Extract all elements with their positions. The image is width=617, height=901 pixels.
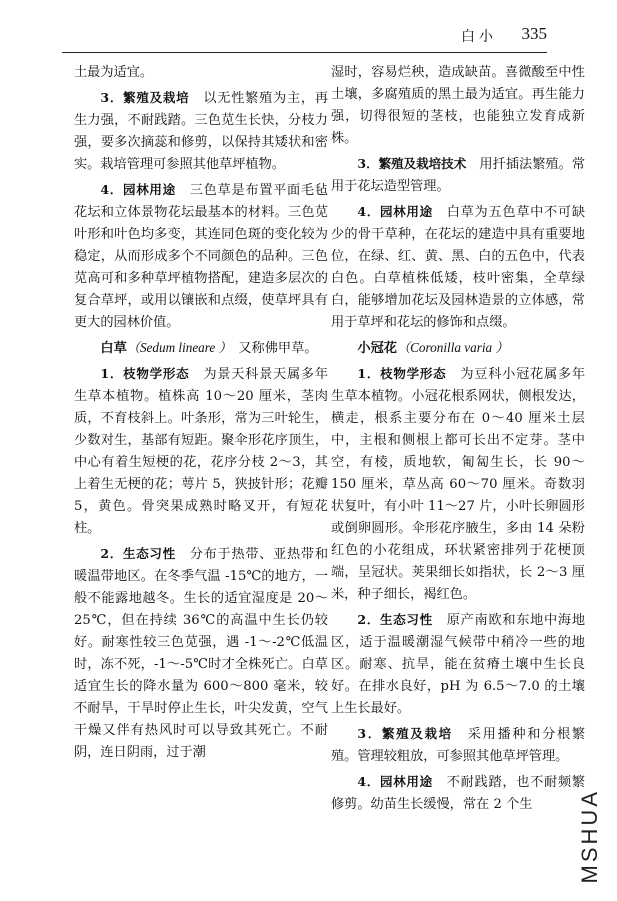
paragraph: 4．园林用途 不耐践踏，也不耐频繁修剪。幼苗生长缓慢，常在 2 个生 (331, 774, 586, 812)
entry-latin-name: （Coronilla varia ） (396, 340, 509, 355)
subheading: 3．繁殖及栽培 (357, 726, 453, 741)
entry-heading (331, 337, 585, 360)
subheading: 3．繁殖及栽培技术 (357, 156, 467, 171)
left-column (74, 62, 328, 767)
entry-name: 白草 (100, 341, 127, 356)
paragraph: 1．枝物学形态 为豆科小冠花属多年生草本植物。小冠花根系网状，侧根发达，横走，根系主要分布在 0～40 厘米土层中，主根和侧根上都可长出不定芽。茎中空，有棱，质地软，匍匐生长，长 90～150 厘米，草丛高 60～70 厘米。奇数羽状复叶，有小叶 11～27 片，小叶长卵圆形或倒卵圆形。伞形花序腋生，多由 14 朵粉红色的小花组成，环状紧密排列于花梗顶端，呈冠状。荚果细长如指状，长 2～3 厘米，种子细长，褐红色。 (331, 366, 586, 602)
subheading: 2．生态习性 (100, 546, 176, 561)
paragraph: 1．枝物学形态 为景天科景天属多年生草本植物。植株高 10～20 厘米，茎肉质，不育枝斜上。叶条形，常为三叶轮生，少数对生，基部有短距。聚伞形花序顶生，中心有着生短梗的花，花序分枝 2～3，其上着生无梗的花；萼片 5，狭披针形；花瓣 5，黄色。骨突果成熟时略叉开，有短花柱。 (74, 366, 329, 536)
entry-latin-name: （Sedum lineare ） (126, 340, 226, 355)
subheading: 1．枝物学形态 (100, 366, 190, 381)
subheading: 2．生态习性 (357, 612, 433, 627)
subheading: 1．枝物学形态 (357, 366, 447, 381)
paragraph: 湿时，容易烂秧，造成缺苗。喜微酸至中性土壤，多腐殖质的黑土最为适宜。再生能力强，切得很短的茎枝，也能独立发育成新株。 (331, 65, 585, 146)
paragraph: 3．繁殖及栽培技术 用扦插法繁殖。常用于花坛造型管理。 (331, 156, 586, 194)
header-section-title: 白小 (461, 29, 497, 45)
paragraph: 2．生态习性 分布于热带、亚热带和暖温带地区。在冬季气温 -15℃的地方，一般不能露地越冬。生长的适宜湿度是 20～25℃，但在持续 36℃的高温中生长仍较好。耐寒性较三色苋强，遇 -1～-2℃低温时，冻不死，-1～-5℃时才全株死亡。白草适宜生长的降水量为 600～800 毫米，较不耐旱，干旱时停止生长，叶尖发黄，空气干燥又伴有热风时可以导致其死亡。不耐阴，连日阴雨，过于潮 (74, 546, 329, 760)
entry-name: 小冠花 (357, 341, 397, 356)
watermark: MSHUA (577, 788, 602, 883)
running-header (62, 20, 547, 53)
paragraph: 2．生态习性 原产南欧和东地中海地区，适于温暖潮湿气候带中稍冷一些的地区。耐寒、抗旱，能在贫瘠土壤中生长良好。在排水良好，pH 为 6.5～7.0 的土壤上生长最好。 (331, 612, 586, 716)
paragraph: 土最为适宜。 (74, 65, 154, 80)
subheading: 4．园林用途 (357, 204, 433, 219)
subheading: 4．园林用途 (100, 182, 176, 197)
subheading: 3．繁殖及栽培 (100, 90, 190, 105)
paragraph: 4．园林用途 三色草是布置平面毛毡花坛和立体景物花坛最基本的材料。三色苋叶形和叶色均多变，其连同色斑的变化较为稳定，从而形成多个不同颜色的品种。三色苋高可和多种草坪植物搭配，建造多层次的复合草坪，或用以镶嵌和点缀，使草坪具有更大的园林价值。 (74, 182, 329, 330)
paragraph: 3．繁殖及栽培 以无性繁殖为主，再生力强，不耐践踏。三色苋生长快，分枝力强，要多次摘蕊和修剪，以保持其矮状和密实。栽培管理可参照其他草坪植物。 (74, 90, 329, 172)
paragraph: 3．繁殖及栽培 采用播种和分根繁殖。管理较粗放，可参照其他草坪管理。 (331, 726, 586, 764)
paragraph: 4．园林用途 白草为五色草中不可缺少的骨干草种，在花坛的建造中具有重要地位，在绿、红、黄、黑、白的五色中，代表白色。白草植株低矮，枝叶密集，全草绿白，能够增加花坛及园林造景的立体感，常用于草坪和花坛的修饰和点缀。 (331, 204, 586, 330)
right-column (331, 62, 585, 819)
entry-heading: 白草（Sedum lineare ） 又称佛甲草。 (100, 340, 318, 356)
page-number: 335 (521, 24, 547, 43)
subheading: 4．园林用途 (357, 774, 433, 789)
